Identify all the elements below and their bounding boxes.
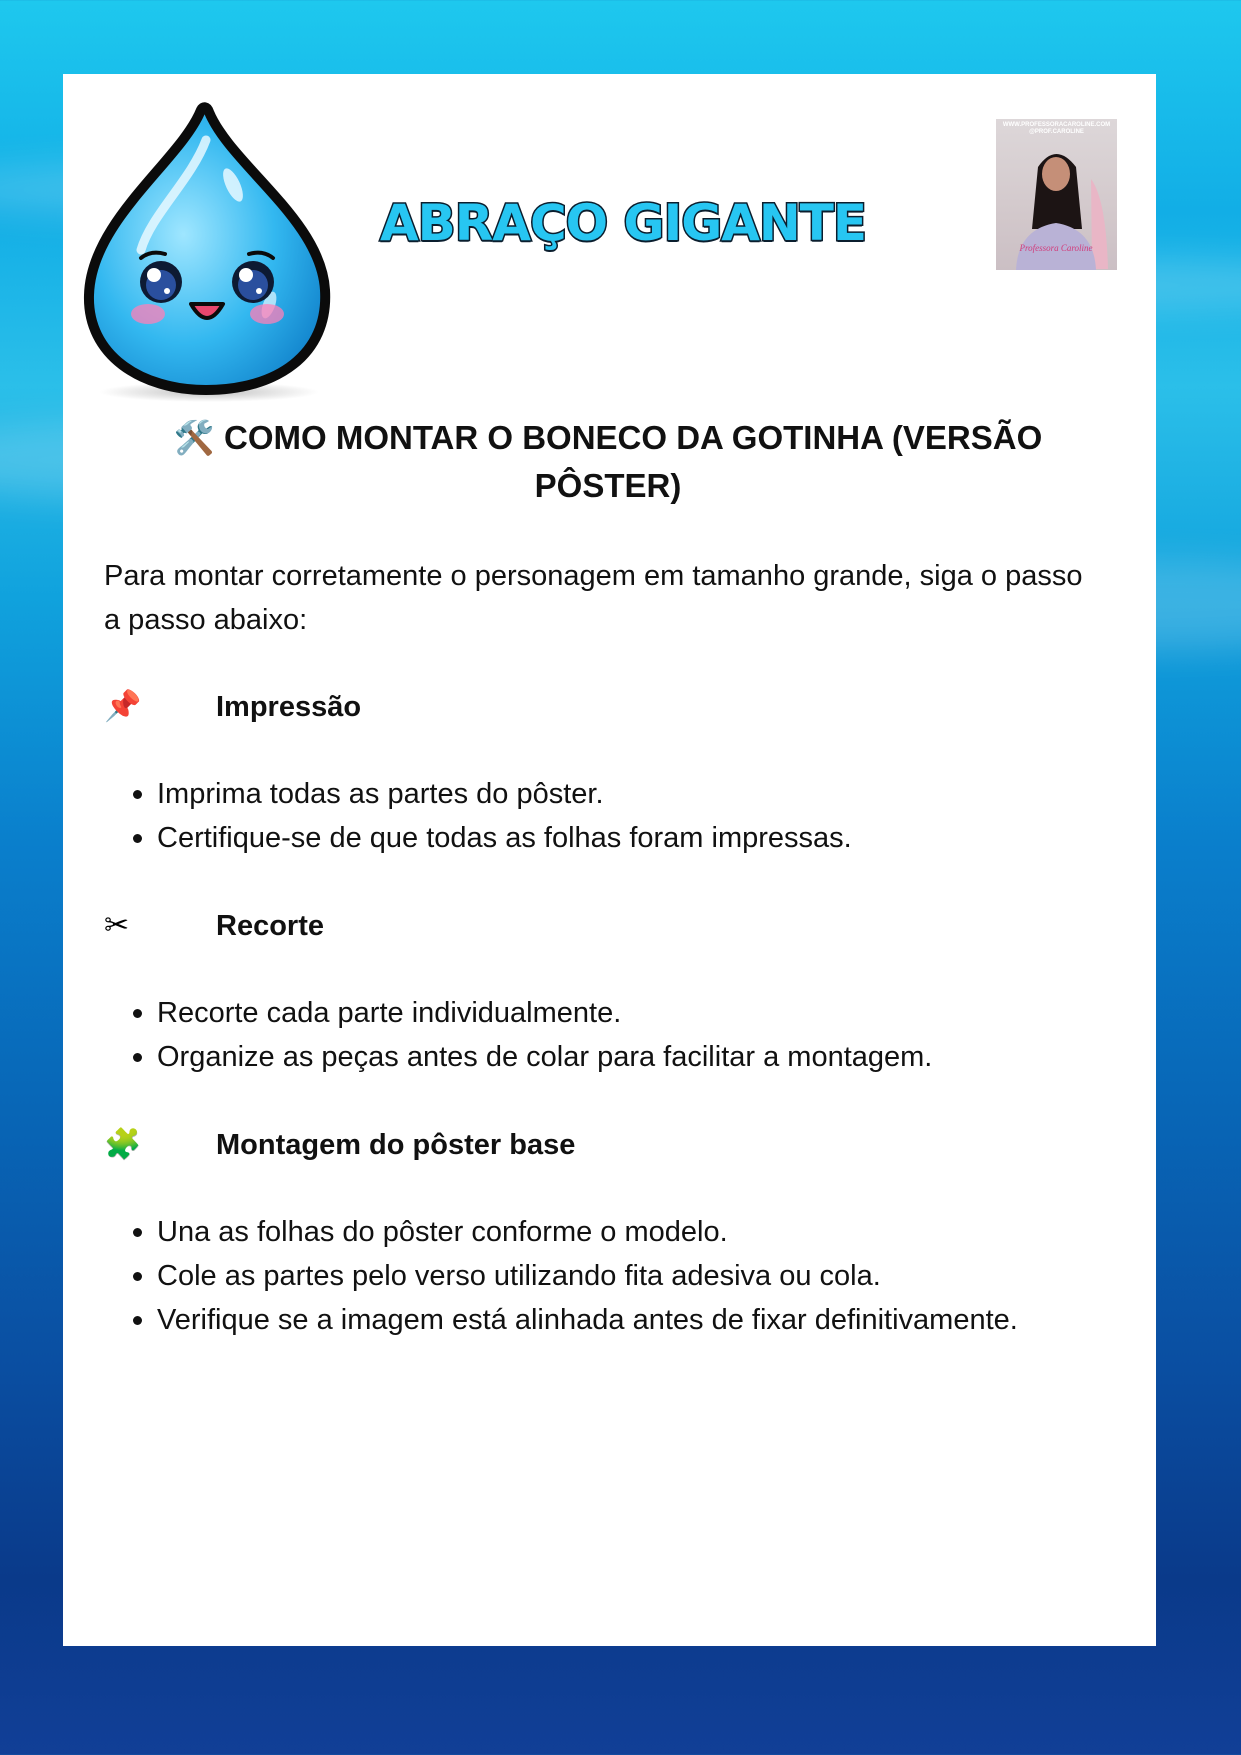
list-item: Certifique-se de que todas as folhas foram impressas.: [157, 816, 1114, 860]
author-photo: [996, 119, 1117, 270]
puzzle-piece-icon: 🧩: [104, 1128, 142, 1161]
instructions-heading: [133, 414, 1083, 510]
list-item: Una as folhas do pôster conforme o modelo.: [157, 1210, 1114, 1254]
section-title: Impressão: [216, 691, 362, 723]
list-item: Recorte cada parte individualmente.: [157, 991, 1114, 1035]
intro-paragraph: Para montar corretamente o personagem em tamanho grande, siga o passo a passo abaixo:: [104, 560, 1083, 636]
photo-caption: WWW.PROFESSORACAROLINE.COM @PROF.CAROLINE: [1002, 122, 1111, 135]
water-drop-mascot: [81, 100, 341, 405]
shirt-text: Professora Caroline: [1019, 243, 1093, 253]
page-title: ABRAÇO GIGANTE: [379, 194, 867, 252]
section-title: Montagem do pôster base: [216, 1129, 576, 1161]
scissors-icon: ✂: [104, 909, 130, 942]
heading-text: COMO MONTAR O BONECO DA GOTINHA (VERSÃO PÔSTER): [224, 419, 1043, 504]
section-title: Recorte: [216, 910, 324, 942]
list-item: Organize as peças antes de colar para facilitar a montagem.: [157, 1035, 1114, 1079]
list-item: Imprima todas as partes do pôster.: [157, 772, 1114, 816]
tools-icon: 🛠️: [173, 419, 215, 456]
document-page: [63, 74, 1156, 1646]
pushpin-icon: 📌: [104, 690, 142, 723]
list-item: Verifique se a imagem está alinhada antes de fixar definitivamente.: [157, 1298, 1114, 1342]
section-recorte: [104, 907, 1114, 1079]
list-item: Cole as partes pelo verso utilizando fita adesiva ou cola.: [157, 1254, 1114, 1298]
section-montagem: [104, 1126, 1114, 1342]
section-impressao: [104, 688, 1114, 860]
